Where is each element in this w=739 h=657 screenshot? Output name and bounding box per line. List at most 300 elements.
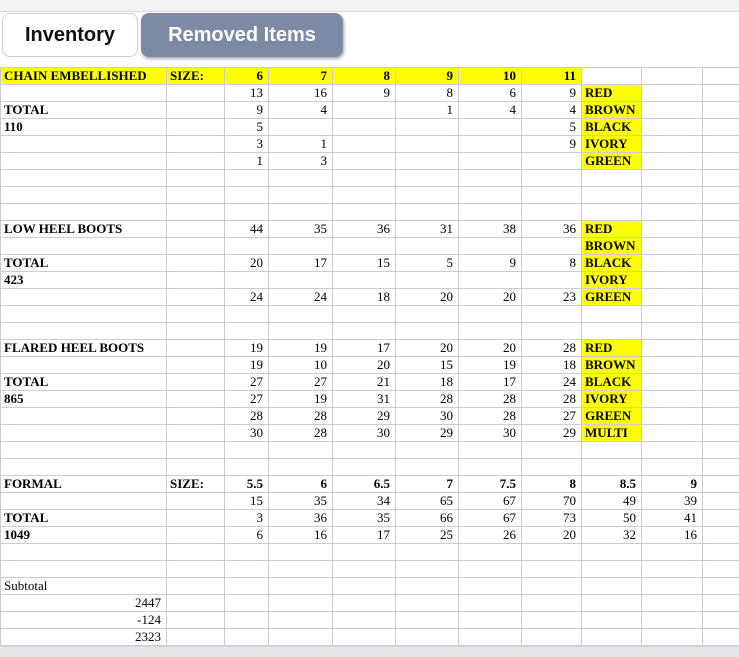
- cell-C23: [225, 442, 269, 459]
- cell-A12: TOTAL: [1, 255, 167, 272]
- cell-E17: 17: [333, 340, 396, 357]
- sheet-row-16: [1, 323, 739, 340]
- cell-G27: 67: [459, 510, 522, 527]
- spreadsheet-grid: [0, 67, 739, 646]
- cell-I11: BROWN: [582, 238, 642, 255]
- cell-A25: FORMAL: [1, 476, 167, 493]
- sheet-row-24: [1, 459, 739, 476]
- cell-K33: [703, 612, 739, 629]
- sheet-tab-bar: [0, 12, 739, 57]
- cell-H19: 24: [522, 374, 582, 391]
- cell-C1: 6: [225, 68, 269, 85]
- cell-C11: [225, 238, 269, 255]
- cell-C20: 27: [225, 391, 269, 408]
- cell-K28: [703, 527, 739, 544]
- cell-K20: [703, 391, 739, 408]
- cell-K7: [703, 170, 739, 187]
- cell-F1: 9: [396, 68, 459, 85]
- cell-B24: [167, 459, 225, 476]
- cell-K34: [703, 629, 739, 646]
- sheet-row-6: [1, 153, 739, 170]
- cell-F11: [396, 238, 459, 255]
- sheet-row-9: [1, 204, 739, 221]
- cell-K25: [703, 476, 739, 493]
- cell-C18: 19: [225, 357, 269, 374]
- sheet-row-23: [1, 442, 739, 459]
- cell-I9: [582, 204, 642, 221]
- cell-J20: [642, 391, 703, 408]
- cell-B16: [167, 323, 225, 340]
- cell-B17: [167, 340, 225, 357]
- cell-G7: [459, 170, 522, 187]
- cell-B28: [167, 527, 225, 544]
- cell-D26: 35: [269, 493, 333, 510]
- cell-G31: [459, 578, 522, 595]
- cell-F25: 7: [396, 476, 459, 493]
- cell-K15: [703, 306, 739, 323]
- cell-J24: [642, 459, 703, 476]
- cell-H31: [522, 578, 582, 595]
- cell-A24: [1, 459, 167, 476]
- cell-A32: 2447: [1, 595, 167, 612]
- cell-B31: [167, 578, 225, 595]
- cell-F12: 5: [396, 255, 459, 272]
- cell-K6: [703, 153, 739, 170]
- cell-H21: 27: [522, 408, 582, 425]
- cell-B22: [167, 425, 225, 442]
- cell-B3: [167, 102, 225, 119]
- cell-B8: [167, 187, 225, 204]
- cell-C14: 24: [225, 289, 269, 306]
- cell-E6: [333, 153, 396, 170]
- sheet-row-7: [1, 170, 739, 187]
- cell-E7: [333, 170, 396, 187]
- cell-K12: [703, 255, 739, 272]
- cell-G32: [459, 595, 522, 612]
- cell-D5: 1: [269, 136, 333, 153]
- cell-J13: [642, 272, 703, 289]
- cell-C34: [225, 629, 269, 646]
- sheet-row-10: [1, 221, 739, 238]
- cell-K27: [703, 510, 739, 527]
- cell-F6: [396, 153, 459, 170]
- cell-J15: [642, 306, 703, 323]
- cell-A23: [1, 442, 167, 459]
- tab-removed-items[interactable]: Removed Items: [141, 13, 343, 57]
- cell-H18: 18: [522, 357, 582, 374]
- cell-G15: [459, 306, 522, 323]
- sheet-row-31: [1, 578, 739, 595]
- cell-I29: [582, 544, 642, 561]
- cell-D10: 35: [269, 221, 333, 238]
- cell-H1: 11: [522, 68, 582, 85]
- cell-H13: [522, 272, 582, 289]
- cell-A3: TOTAL: [1, 102, 167, 119]
- cell-C33: [225, 612, 269, 629]
- cell-C30: [225, 561, 269, 578]
- cell-E21: 29: [333, 408, 396, 425]
- cell-I22: MULTI: [582, 425, 642, 442]
- cell-A10: LOW HEEL BOOTS: [1, 221, 167, 238]
- cell-B11: [167, 238, 225, 255]
- cell-H3: 4: [522, 102, 582, 119]
- cell-B23: [167, 442, 225, 459]
- cell-I23: [582, 442, 642, 459]
- cell-G25: 7.5: [459, 476, 522, 493]
- cell-H11: [522, 238, 582, 255]
- cell-J17: [642, 340, 703, 357]
- cell-F13: [396, 272, 459, 289]
- cell-K16: [703, 323, 739, 340]
- sheet-row-21: [1, 408, 739, 425]
- cell-J5: [642, 136, 703, 153]
- cell-H29: [522, 544, 582, 561]
- cell-C31: [225, 578, 269, 595]
- cell-K21: [703, 408, 739, 425]
- cell-B33: [167, 612, 225, 629]
- cell-K22: [703, 425, 739, 442]
- cell-I26: 49: [582, 493, 642, 510]
- cell-B14: [167, 289, 225, 306]
- cell-D1: 7: [269, 68, 333, 85]
- cell-H17: 28: [522, 340, 582, 357]
- cell-G4: [459, 119, 522, 136]
- cell-G14: 20: [459, 289, 522, 306]
- cell-B15: [167, 306, 225, 323]
- cell-I1: [582, 68, 642, 85]
- cell-C17: 19: [225, 340, 269, 357]
- cell-K26: [703, 493, 739, 510]
- cell-I27: 50: [582, 510, 642, 527]
- cell-K32: [703, 595, 739, 612]
- cell-A11: [1, 238, 167, 255]
- sheet-row-22: [1, 425, 739, 442]
- cell-E30: [333, 561, 396, 578]
- cell-J19: [642, 374, 703, 391]
- cell-B34: [167, 629, 225, 646]
- cell-F2: 8: [396, 85, 459, 102]
- cell-K11: [703, 238, 739, 255]
- cell-H33: [522, 612, 582, 629]
- cell-F31: [396, 578, 459, 595]
- cell-K5: [703, 136, 739, 153]
- cell-D2: 16: [269, 85, 333, 102]
- cell-A13: 423: [1, 272, 167, 289]
- cell-C6: 1: [225, 153, 269, 170]
- cell-C2: 13: [225, 85, 269, 102]
- sheet-body: [1, 68, 739, 646]
- cell-J23: [642, 442, 703, 459]
- cell-J31: [642, 578, 703, 595]
- cell-I16: [582, 323, 642, 340]
- cell-G2: 6: [459, 85, 522, 102]
- cell-D20: 19: [269, 391, 333, 408]
- cell-G1: 10: [459, 68, 522, 85]
- cell-B1: SIZE:: [167, 68, 225, 85]
- cell-C24: [225, 459, 269, 476]
- cell-I34: [582, 629, 642, 646]
- cell-H15: [522, 306, 582, 323]
- cell-E9: [333, 204, 396, 221]
- cell-D15: [269, 306, 333, 323]
- cell-F10: 31: [396, 221, 459, 238]
- cell-D11: [269, 238, 333, 255]
- top-strip: [0, 0, 739, 12]
- cell-F29: [396, 544, 459, 561]
- cell-E8: [333, 187, 396, 204]
- cell-I20: IVORY: [582, 391, 642, 408]
- cell-K13: [703, 272, 739, 289]
- cell-B12: [167, 255, 225, 272]
- cell-G3: 4: [459, 102, 522, 119]
- cell-B29: [167, 544, 225, 561]
- cell-E24: [333, 459, 396, 476]
- cell-J4: [642, 119, 703, 136]
- cell-A18: [1, 357, 167, 374]
- cell-B9: [167, 204, 225, 221]
- cell-F30: [396, 561, 459, 578]
- cell-D16: [269, 323, 333, 340]
- cell-E33: [333, 612, 396, 629]
- cell-H9: [522, 204, 582, 221]
- cell-D12: 17: [269, 255, 333, 272]
- cell-E22: 30: [333, 425, 396, 442]
- cell-J30: [642, 561, 703, 578]
- cell-D32: [269, 595, 333, 612]
- cell-B5: [167, 136, 225, 153]
- cell-D30: [269, 561, 333, 578]
- sheet-row-1: [1, 68, 739, 85]
- cell-C8: [225, 187, 269, 204]
- tab-inventory[interactable]: Inventory: [2, 13, 138, 57]
- cell-B26: [167, 493, 225, 510]
- cell-D13: [269, 272, 333, 289]
- cell-C22: 30: [225, 425, 269, 442]
- cell-D29: [269, 544, 333, 561]
- cell-B2: [167, 85, 225, 102]
- cell-A8: [1, 187, 167, 204]
- cell-J18: [642, 357, 703, 374]
- cell-A29: [1, 544, 167, 561]
- cell-K18: [703, 357, 739, 374]
- cell-K1: [703, 68, 739, 85]
- cell-C16: [225, 323, 269, 340]
- cell-F32: [396, 595, 459, 612]
- cell-J12: [642, 255, 703, 272]
- cell-D17: 19: [269, 340, 333, 357]
- cell-C25: 5.5: [225, 476, 269, 493]
- cell-G11: [459, 238, 522, 255]
- cell-B32: [167, 595, 225, 612]
- cell-C13: [225, 272, 269, 289]
- cell-H2: 9: [522, 85, 582, 102]
- cell-A20: 865: [1, 391, 167, 408]
- cell-E31: [333, 578, 396, 595]
- cell-E11: [333, 238, 396, 255]
- cell-B10: [167, 221, 225, 238]
- cell-E3: [333, 102, 396, 119]
- cell-K10: [703, 221, 739, 238]
- cell-H14: 23: [522, 289, 582, 306]
- cell-A4: 110: [1, 119, 167, 136]
- cell-H32: [522, 595, 582, 612]
- cell-D33: [269, 612, 333, 629]
- cell-G8: [459, 187, 522, 204]
- cell-K14: [703, 289, 739, 306]
- cell-H34: [522, 629, 582, 646]
- cell-I7: [582, 170, 642, 187]
- sheet-row-11: [1, 238, 739, 255]
- cell-E28: 17: [333, 527, 396, 544]
- cell-D34: [269, 629, 333, 646]
- cell-G10: 38: [459, 221, 522, 238]
- cell-A33: -124: [1, 612, 167, 629]
- cell-E15: [333, 306, 396, 323]
- cell-C10: 44: [225, 221, 269, 238]
- cell-F4: [396, 119, 459, 136]
- cell-I14: GREEN: [582, 289, 642, 306]
- cell-B19: [167, 374, 225, 391]
- cell-C28: 6: [225, 527, 269, 544]
- cell-D7: [269, 170, 333, 187]
- cell-I3: BROWN: [582, 102, 642, 119]
- cell-E1: 8: [333, 68, 396, 85]
- cell-F17: 20: [396, 340, 459, 357]
- cell-B4: [167, 119, 225, 136]
- cell-G20: 28: [459, 391, 522, 408]
- cell-F18: 15: [396, 357, 459, 374]
- cell-F27: 66: [396, 510, 459, 527]
- cell-H12: 8: [522, 255, 582, 272]
- cell-K17: [703, 340, 739, 357]
- cell-D23: [269, 442, 333, 459]
- cell-E25: 6.5: [333, 476, 396, 493]
- cell-J28: 16: [642, 527, 703, 544]
- cell-K30: [703, 561, 739, 578]
- cell-A6: [1, 153, 167, 170]
- cell-J33: [642, 612, 703, 629]
- cell-F15: [396, 306, 459, 323]
- cell-D25: 6: [269, 476, 333, 493]
- cell-G26: 67: [459, 493, 522, 510]
- cell-J11: [642, 238, 703, 255]
- cell-G9: [459, 204, 522, 221]
- cell-A19: TOTAL: [1, 374, 167, 391]
- sheet-row-4: [1, 119, 739, 136]
- cell-J1: [642, 68, 703, 85]
- cell-G6: [459, 153, 522, 170]
- cell-E16: [333, 323, 396, 340]
- cell-I4: BLACK: [582, 119, 642, 136]
- sheet-row-34: [1, 629, 739, 646]
- cell-F23: [396, 442, 459, 459]
- cell-E34: [333, 629, 396, 646]
- cell-H16: [522, 323, 582, 340]
- cell-I15: [582, 306, 642, 323]
- cell-B18: [167, 357, 225, 374]
- cell-I12: BLACK: [582, 255, 642, 272]
- cell-D19: 27: [269, 374, 333, 391]
- cell-J32: [642, 595, 703, 612]
- sheet-row-30: [1, 561, 739, 578]
- cell-A1: CHAIN EMBELLISHED: [1, 68, 167, 85]
- cell-D31: [269, 578, 333, 595]
- cell-A26: [1, 493, 167, 510]
- cell-C3: 9: [225, 102, 269, 119]
- cell-C27: 3: [225, 510, 269, 527]
- cell-G18: 19: [459, 357, 522, 374]
- cell-I13: IVORY: [582, 272, 642, 289]
- cell-B25: SIZE:: [167, 476, 225, 493]
- cell-C4: 5: [225, 119, 269, 136]
- cell-E5: [333, 136, 396, 153]
- cell-J25: 9: [642, 476, 703, 493]
- sheet-row-3: [1, 102, 739, 119]
- cell-G13: [459, 272, 522, 289]
- cell-I5: IVORY: [582, 136, 642, 153]
- cell-I2: RED: [582, 85, 642, 102]
- cell-H27: 73: [522, 510, 582, 527]
- cell-G28: 26: [459, 527, 522, 544]
- cell-F14: 20: [396, 289, 459, 306]
- sheet-row-15: [1, 306, 739, 323]
- cell-D8: [269, 187, 333, 204]
- sheet-row-32: [1, 595, 739, 612]
- cell-J2: [642, 85, 703, 102]
- cell-A34: 2323: [1, 629, 167, 646]
- cell-H24: [522, 459, 582, 476]
- cell-A14: [1, 289, 167, 306]
- cell-G34: [459, 629, 522, 646]
- cell-J8: [642, 187, 703, 204]
- cell-E32: [333, 595, 396, 612]
- cell-E19: 21: [333, 374, 396, 391]
- cell-F21: 30: [396, 408, 459, 425]
- cell-A2: [1, 85, 167, 102]
- cell-E10: 36: [333, 221, 396, 238]
- cell-D24: [269, 459, 333, 476]
- cell-B6: [167, 153, 225, 170]
- cell-I19: BLACK: [582, 374, 642, 391]
- cell-K4: [703, 119, 739, 136]
- cell-H23: [522, 442, 582, 459]
- cell-G21: 28: [459, 408, 522, 425]
- cell-F7: [396, 170, 459, 187]
- cell-C26: 15: [225, 493, 269, 510]
- cell-K24: [703, 459, 739, 476]
- cell-F33: [396, 612, 459, 629]
- cell-B30: [167, 561, 225, 578]
- cell-H4: 5: [522, 119, 582, 136]
- cell-K31: [703, 578, 739, 595]
- cell-I33: [582, 612, 642, 629]
- sheet-row-25: [1, 476, 739, 493]
- cell-I17: RED: [582, 340, 642, 357]
- sheet-row-18: [1, 357, 739, 374]
- cell-D14: 24: [269, 289, 333, 306]
- cell-D4: [269, 119, 333, 136]
- cell-F9: [396, 204, 459, 221]
- cell-H7: [522, 170, 582, 187]
- cell-C15: [225, 306, 269, 323]
- cell-D6: 3: [269, 153, 333, 170]
- cell-J29: [642, 544, 703, 561]
- cell-B20: [167, 391, 225, 408]
- cell-J16: [642, 323, 703, 340]
- sheet-row-29: [1, 544, 739, 561]
- cell-A5: [1, 136, 167, 153]
- cell-B21: [167, 408, 225, 425]
